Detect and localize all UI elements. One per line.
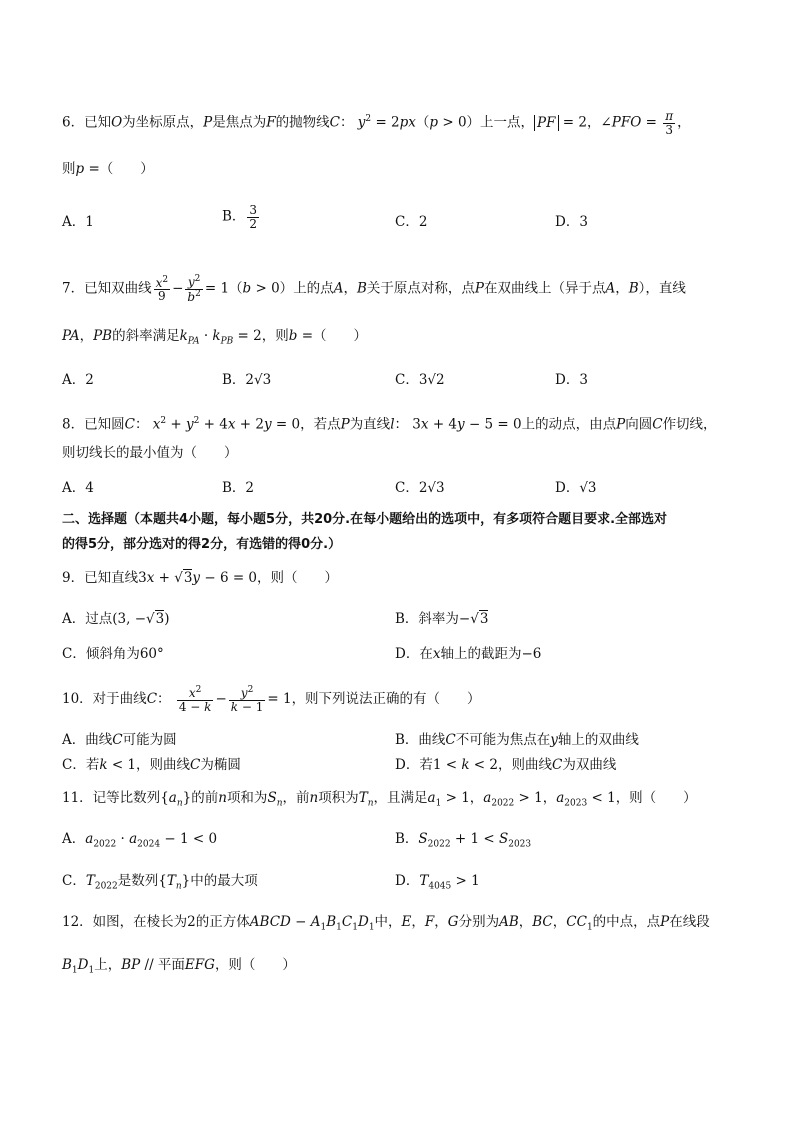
q9-option-c: C．倾斜角为60° xyxy=(62,646,164,662)
q6-option-d: D．3 xyxy=(555,214,588,230)
q8-option-b: B．2 xyxy=(222,480,255,496)
q11-option-a: A．$a_{2022} \cdot a_{2024} - 1 < 0$ xyxy=(62,831,218,850)
q9-option-b: B．斜率为−√3 xyxy=(395,611,489,627)
q11-option-d: D．$T_{4045} > 1$ xyxy=(395,873,480,892)
section-2-heading-line-2: 的得5分，部分选对的得2分，有选错的得0分.） xyxy=(62,537,342,552)
three-halves-fraction: $\frac{3}{2}$ xyxy=(249,203,258,231)
pi-over-3-fraction: $\frac{\pi}{3}$ xyxy=(665,108,674,137)
q8-option-a: A．4 xyxy=(62,480,94,496)
q7-option-d: D．3 xyxy=(555,372,588,388)
q8-option-d: D．√3 xyxy=(555,480,597,496)
q11-option-c: C．$T_{2022}$是数列$\{T_n\}$中的最大项 xyxy=(62,873,258,892)
section-2-heading-line-1: 二、选择题（本题共4小题，每小题5分，共20分.在每小题给出的选项中，有多项符合题目要求.全部选对 xyxy=(62,512,668,527)
q7-option-b: B．2√3 xyxy=(222,372,272,388)
question-6-line-2: 则p =（ ） xyxy=(62,161,154,177)
question-11-line-1: 11．记等比数列$\{a_n\}$的前n项和为$S_n$，前n项积为$T_n$，且满足$a_1 > 1$，$a_{2022} > 1$，$a_{2023} < 1$，则（ ） xyxy=(62,790,697,809)
question-7-line-2: PA，PB的斜率满足$k_{PA} \cdot k_{PB} = 2$，则b =（ ） xyxy=(62,328,368,347)
question-12-line-2: $B_1D_1$上，BP // 平面EFG，则（ ） xyxy=(62,957,296,976)
question-6-line-1: 6．已知O为坐标原点，P是焦点为F的抛物线C： $y^2 = 2px(p > 0)$上一点， PF = 2，∠PFO = $\frac{\pi}{3}$ ， xyxy=(62,108,691,137)
q8-option-c: C．2√3 xyxy=(395,480,445,496)
q11-option-b: B．$S_{2022} + 1 < S_{2023}$ xyxy=(395,831,532,850)
q10-option-a: A．曲线C可能为圆 xyxy=(62,732,177,748)
q7-option-a: A．2 xyxy=(62,372,94,388)
q10-option-b: B．曲线C不可能为焦点在y轴上的双曲线 xyxy=(395,732,639,748)
q10-option-c: C．若k < 1，则曲线C为椭圆 xyxy=(62,757,241,773)
question-9-line-1: 9．已知直线3x + √3y − 6 = 0，则（ ） xyxy=(62,570,339,586)
question-7-line-1: 7．已知双曲线 $\frac{x^2}{9}$ − $\frac{y^2}{b^2}$ = 1（b > 0）上的点A，B关于原点对称，点P在双曲线上（异于点A，B），直线 xyxy=(62,274,686,304)
question-12-line-1: 12．如图，在棱长为2的正方体ABCD − $A_1B_1C_1D_1$中，E，F，G分别为AB，BC，$CC_1$的中点，点P在线段 xyxy=(62,914,710,933)
q6-prefix: 6．已知 xyxy=(62,114,112,131)
question-10-line-1: 10．对于曲线C： $\frac{x^2}{4 - k}$ − $\frac{y^2}{k - 1}$ = 1，则下列说法正确的有（ ） xyxy=(62,685,481,714)
q9-option-d: D．在x轴上的截距为−6 xyxy=(395,646,542,662)
question-8-line-1: 8．已知圆C： $x^2 + y^2 + 4x + 2y = 0$，若点P为直线l： 3x + 4y − 5 = 0上的动点，由点P向圆C作切线， xyxy=(62,416,717,433)
q7-option-c: C．3√2 xyxy=(395,372,445,388)
q9-option-a: A．过点(3, −√3) xyxy=(62,611,170,627)
q6-option-a: A．1 xyxy=(62,214,94,230)
q10-option-d: D．若1 < k < 2，则曲线C为双曲线 xyxy=(395,757,617,773)
q6-option-b: B． $\frac{3}{2}$ xyxy=(222,203,258,231)
question-8-line-2: 则切线长的最小值为（ ） xyxy=(62,445,238,461)
q6-option-c: C．2 xyxy=(395,214,428,230)
